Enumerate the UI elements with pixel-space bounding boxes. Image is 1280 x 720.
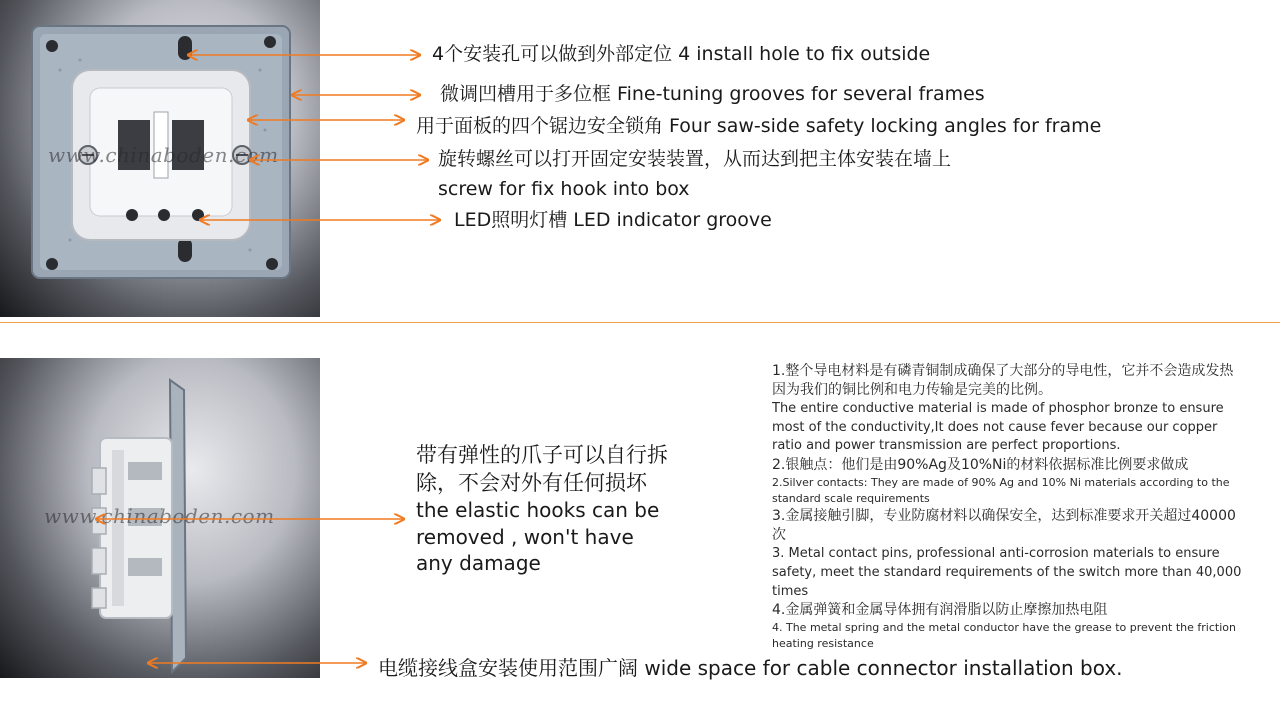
spec-item: 4. The metal spring and the metal conductor have the grease to prevent the friction heating resistance — [772, 621, 1236, 651]
spec-item: 2.银触点：他们是由90%Ag及10%Ni的材料依据标准比例要求做成 — [772, 457, 1189, 474]
elastic-hooks-cn: 带有弹性的爪子可以自行拆除，不会对外有任何损坏 — [416, 443, 668, 495]
callout-cable-box: 电缆接线盒安装使用范围广阔 wide space for cable connector installation box. — [378, 656, 1123, 680]
spec-item: 4.金属弹簧和金属导体拥有润滑脂以防止摩擦加热电阻 — [772, 602, 1108, 619]
top-product-photo — [0, 0, 320, 317]
spec-item: 3.金属接触引脚，专业防腐材料以确保安全，达到标准要求开关超过40000次 — [772, 508, 1236, 543]
callout-screw-en: screw for fix hook into box — [438, 178, 690, 200]
callout-locking-angles: 用于面板的四个锯边安全锁角 Four saw-side safety locking angles for frame — [416, 115, 1102, 137]
bottom-product-photo — [0, 358, 320, 678]
elastic-hooks-en: the elastic hooks can be removed , won't have any damage — [416, 498, 660, 576]
spec-item: 2.Silver contacts: They are made of 90% Ag and 10% Ni materials according to the standard scale requirements — [772, 476, 1230, 506]
elastic-hooks-description — [416, 442, 676, 577]
spec-item: 3. Metal contact pins, professional anti-corrosion materials to ensure safety, meet the standard requirements of the switch more than 40,000 times — [772, 545, 1242, 599]
spec-item: 1.整个导电材料是有磷青铜制成确保了大部分的导电性，它并不会造成发热因为我们的铜比例和电力传输是完美的比例。 — [772, 363, 1234, 398]
spec-list — [772, 362, 1247, 652]
callout-screw-cn: 旋转螺丝可以打开固定安装装置，从而达到把主体安装在墙上 — [438, 148, 952, 170]
section-divider — [0, 322, 1280, 323]
watermark-text: www.chinaboden.com — [44, 504, 275, 528]
callout-led-groove: LED照明灯槽 LED indicator groove — [454, 209, 772, 231]
watermark-text: www.chinaboden.com — [48, 143, 279, 167]
callout-install-hole: 4个安装孔可以做到外部定位 4 install hole to fix outside — [432, 43, 931, 65]
spec-item: The entire conductive material is made of phosphor bronze to ensure most of the conductivity,It does not cause fever because our copper ratio and power transmission are perfect proportions. — [772, 400, 1224, 454]
callout-fine-tuning: 微调凹槽用于多位框 Fine-tuning grooves for several frames — [440, 83, 985, 105]
